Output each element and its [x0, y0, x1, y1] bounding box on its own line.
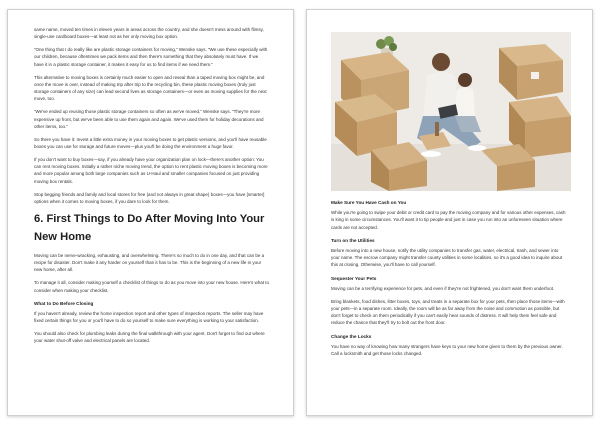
paragraph: Stop begging friends and family and local stores for free (and not always in great shape) boxes—you have [smarter] options when it comes to moving boxes, if you dare to look for them. [34, 191, 265, 204]
paragraph: So there you have it: Invest a little extra money in your moving boxes to get plastic versions, and you'll have reusable boxes you can use for storage and future moves—plus you'll be doing the environment a huge favor. [34, 136, 267, 150]
subheading: What to Do Before Closing [34, 300, 94, 306]
paragraph: “We've ended up reusing those plastic storage containers so often as we've moved,” Wenske says. “They're more expensive up front, but we've been able to use them again and again. We've used them for holiday decorations and other items, too.” [34, 109, 264, 129]
paragraph: You have no way of knowing how many strangers have keys to your new home given to them by the previous owner. Call a locksmith and get those locks changed. [331, 343, 563, 356]
subheading: Sequester Your Pets [331, 275, 377, 281]
photo-illustration [331, 32, 571, 191]
paragraph: To manage it all, consider making yourself a checklist of things to do as you move into your new house. Here's what to consider when making your checklist. [34, 280, 269, 293]
paragraph: Bring blankets, food dishes, litter boxes, toys, and treats in a separate box for your pets, then place those items—with your pets—in a separate room. Ideally, the room will be as far away from the noise and commotion as possible, but don't forget to check on them periodically if you can't easily hear sounds of distress. It will help them feel safe and reduce the chance that they'll try to bolt out the front door. [331, 298, 565, 326]
paragraph: While you're going to swipe your debit or credit card to pay the moving company and for various other expenses, cash is king in some circumstances. You'll want it to tip people and just in case you run into an unforeseen situation where cards are not accepted. [331, 210, 566, 230]
family-moving-boxes-photo [331, 32, 571, 191]
paragraph: If you don't want to buy boxes—say, if you already have your organization plan on lock—there's another option: You can rent moving boxes. Initially a rather niche moving trend, the option to rent plastic moving boxes is becoming more and more popular among both large companies such as U-Haul and smaller companies focused on just providing moving box rentals. [34, 156, 268, 184]
right-column [331, 200, 568, 363]
left-page [7, 9, 294, 416]
paragraph: You should also check for plumbing leaks during the final walkthrough with your agent. Don't forget to find out where your water shut-off valve and electrical panels are located. [34, 331, 265, 344]
paragraph: If you haven't already, review the home inspection report and other types of inspection reports. The seller may have fixed certain things for you or you'll have to do so yourself to make sure everything is working to your satisfaction. [34, 310, 264, 324]
paragraph: This alternative to moving boxes is certainly much easier to open and reseal than a taped moving box might be, and once the move is over, instead of making trip after trip to the recycling bin, these plastic moving boxes (truly just storage containers of any size) can lead second lives as storage containers—or even as moving supplies for the next move, too. [34, 74, 267, 102]
paragraph: Before moving into a new house, notify the utility companies to transfer gas, water, electrical, trash, and sewer into your name. The escrow company might transfer county utilities in some localities, so it's a good idea to inquire about this at closing. Otherwise, you'll have to call yourself. [331, 247, 563, 268]
left-column [34, 26, 269, 350]
subheading: Change the Locks [331, 333, 372, 339]
right-page [306, 9, 593, 416]
subheading: Turn on the Utilities [331, 237, 375, 243]
paragraph: “One thing that I do really like are plastic storage containers for moving,” Wenske says. “We use these especially with our children, because oftentimes we pack items and then there's something that they absolutely must have. If we have it in a plastic storage container, it makes it easy for us to find items if we need them.” [34, 47, 268, 67]
section-heading: 6. First Things to Do After Moving Into Your New Home [34, 213, 265, 243]
paragraph: Moving can be a terrifying experience for pets, and even if they're not frightened, you don't want them underfoot. [331, 285, 555, 291]
subheading: Make Sure You Have Cash on You [331, 200, 407, 205]
paragraph: same name, moved ten times in eleven years in areas across the country, and she doesn't mess around with flimsy, single-use cardboard boxes—at least not as her only moving box option. [34, 27, 264, 40]
paragraph: Moving can be nerve-wracking, exhausting, and overwhelming. There's so much to do in one day, and that can be a recipe for disaster. Don't make it any harder on yourself than it has to be. This is the beginning of a new life in your new home, after all. [34, 252, 265, 273]
